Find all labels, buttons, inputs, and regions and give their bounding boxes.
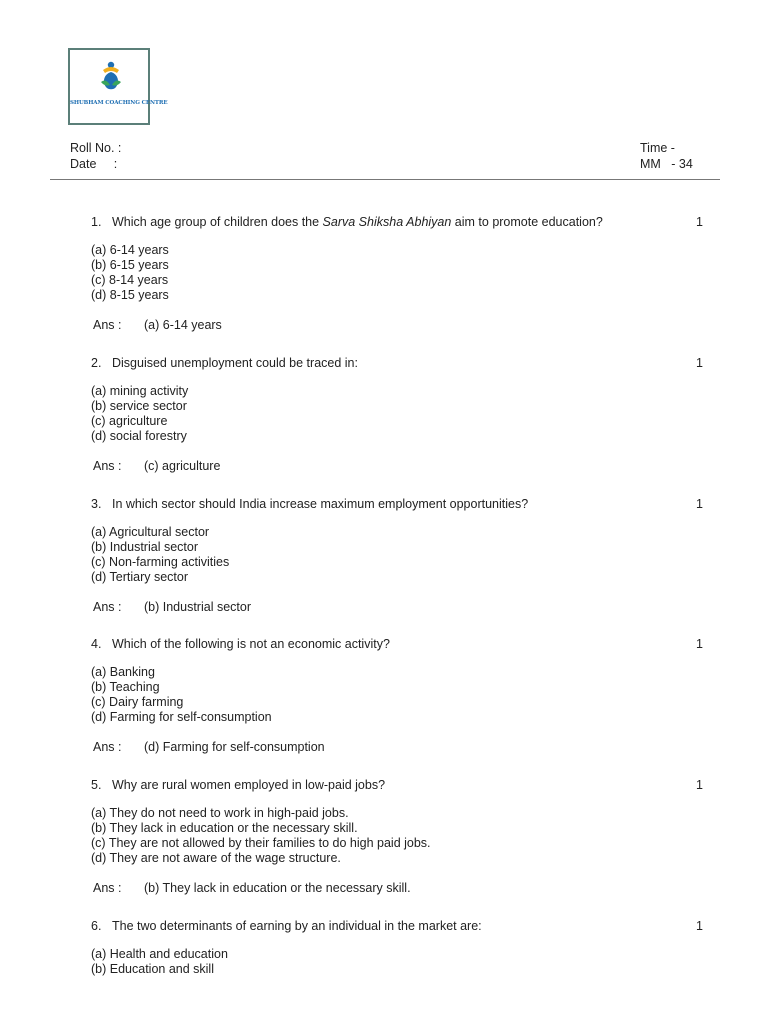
options-list: [91, 665, 272, 725]
options-list: [91, 947, 228, 977]
answer-text: (d) Farming for self-consumption: [144, 740, 325, 754]
option-c: (c) They are not allowed by their families to do high paid jobs.: [91, 836, 431, 850]
question-emphasis: Sarva Shiksha Abhiyan: [322, 215, 452, 229]
question-text: [91, 918, 482, 934]
institute-logo: [68, 48, 168, 125]
question-text-part: aim to promote education?: [451, 215, 603, 229]
exam-info: [640, 140, 693, 172]
max-marks-label: MM - 34: [640, 157, 693, 171]
option-a: (a) Banking: [91, 665, 155, 679]
option-d: (d) Farming for self-consumption: [91, 710, 272, 724]
question-text: [91, 496, 528, 512]
answer-label: Ans :: [93, 740, 122, 754]
question-text-part: The two determinants of earning by an individual in the market are:: [112, 919, 482, 933]
answer-text: (b) Industrial sector: [144, 600, 251, 614]
option-a: (a) Agricultural sector: [91, 525, 210, 539]
answer-line: [93, 880, 411, 896]
options-list: [91, 806, 431, 866]
question-marks: 1: [696, 356, 703, 370]
option-d: (d) 8-15 years: [91, 288, 169, 302]
time-label: Time -: [640, 141, 675, 155]
options-list: [91, 384, 188, 444]
question-text-part: Why are rural women employed in low-paid jobs?: [112, 778, 386, 792]
answer-text: (a) 6-14 years: [144, 318, 222, 332]
options-list: [91, 243, 169, 303]
date-label: Date :: [70, 157, 118, 171]
logo-figure-icon: [100, 60, 122, 94]
option-c: (c) agriculture: [91, 414, 168, 428]
question-marks: 1: [696, 215, 703, 229]
question-text: [91, 214, 603, 230]
option-b: (b) They lack in education or the necessary skill.: [91, 821, 358, 835]
option-d: (d) They are not aware of the wage structure.: [91, 851, 341, 865]
options-list: [91, 525, 229, 585]
option-c: (c) Dairy farming: [91, 695, 184, 709]
question-marks: 1: [696, 778, 703, 792]
option-a: (a) Health and education: [91, 947, 228, 961]
answer-label: Ans :: [93, 318, 122, 332]
question-text: [91, 777, 385, 793]
question-marks: 1: [696, 919, 703, 933]
student-info: [70, 140, 121, 172]
answer-label: Ans :: [93, 600, 122, 614]
question-number: 2.: [91, 356, 102, 370]
option-b: (b) 6-15 years: [91, 258, 169, 272]
header-divider: [50, 179, 720, 180]
question-number: 6.: [91, 919, 102, 933]
question-marks: 1: [696, 497, 703, 511]
logo-text: SHUBHAM COACHING CENTRE: [70, 100, 168, 106]
question-text-part: Which of the following is not an economic activity?: [112, 637, 390, 651]
question-text-part: In which sector should India increase maximum employment opportunities?: [112, 497, 529, 511]
option-a: (a) mining activity: [91, 384, 189, 398]
answer-label: Ans :: [93, 459, 122, 473]
answer-line: [93, 458, 220, 474]
answer-line: [93, 599, 251, 615]
answer-line: [93, 317, 222, 333]
answer-label: Ans :: [93, 881, 122, 895]
question-text: [91, 636, 390, 652]
option-d: (d) Tertiary sector: [91, 570, 189, 584]
option-d: (d) social forestry: [91, 429, 187, 443]
question-text-part: Disguised unemployment could be traced in:: [112, 356, 358, 370]
option-a: (a) 6-14 years: [91, 243, 169, 257]
roll-no-label: Roll No. :: [70, 141, 122, 155]
option-b: (b) Teaching: [91, 680, 160, 694]
question-text: [91, 355, 358, 371]
option-b: (b) Education and skill: [91, 962, 214, 976]
option-c: (c) Non-farming activities: [91, 555, 230, 569]
answer-text: (c) agriculture: [144, 459, 221, 473]
option-c: (c) 8-14 years: [91, 273, 169, 287]
question-marks: 1: [696, 637, 703, 651]
question-number: 1.: [91, 215, 102, 229]
question-number: 5.: [91, 778, 102, 792]
question-number: 3.: [91, 497, 102, 511]
option-a: (a) They do not need to work in high-paid jobs.: [91, 806, 349, 820]
question-number: 4.: [91, 637, 102, 651]
option-b: (b) Industrial sector: [91, 540, 198, 554]
option-b: (b) service sector: [91, 399, 187, 413]
answer-line: [93, 739, 325, 755]
question-text-part: Which age group of children does the: [112, 215, 323, 229]
answer-text: (b) They lack in education or the necessary skill.: [144, 881, 411, 895]
